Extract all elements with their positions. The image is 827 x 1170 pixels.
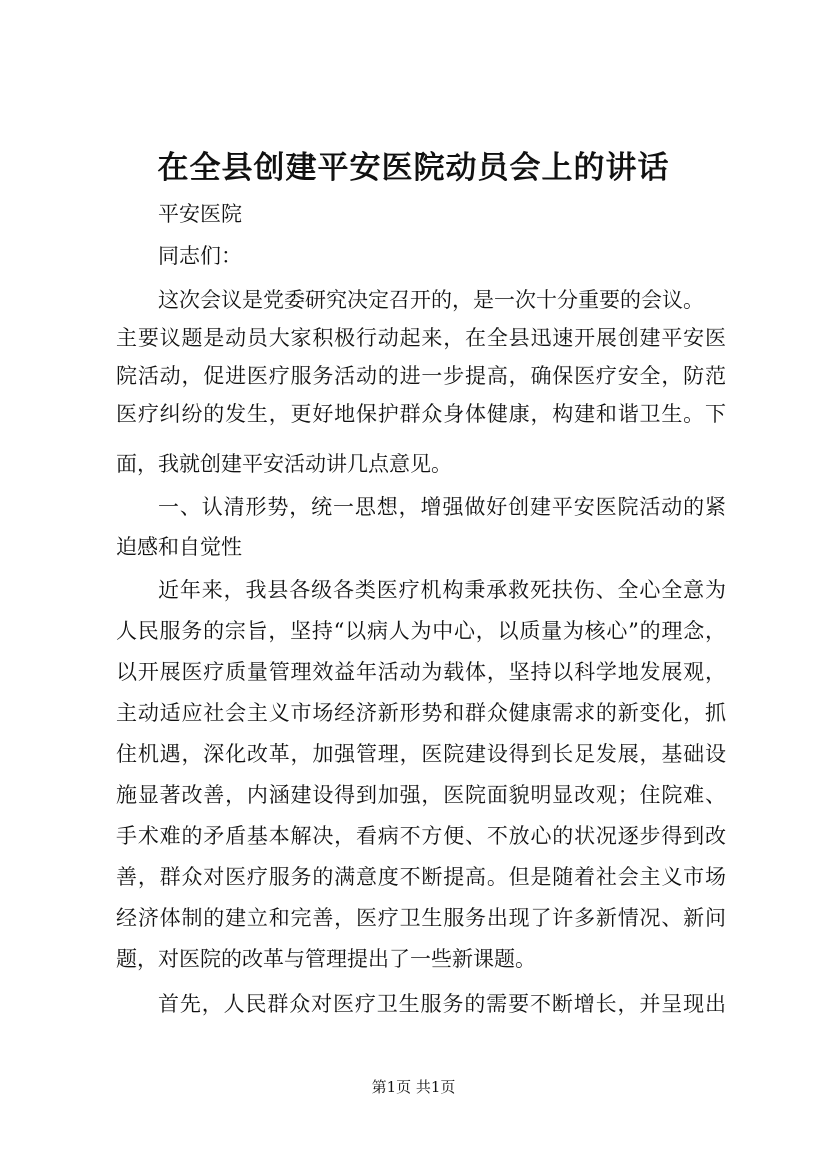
paragraph-line: 住机遇，深化改革，加强管理，医院建设得到长足发展，基础设 xyxy=(116,742,726,766)
section-heading-line: 一、认清形势，统一思想，增强做好创建平安医院活动的紧 xyxy=(158,495,726,519)
paragraph-line: 主动适应社会主义市场经济新形势和群众健康需求的新变化，抓 xyxy=(116,701,726,725)
paragraph-line: 施显著改善，内涵建设得到加强，医院面貌明显改观；住院难、 xyxy=(116,783,726,807)
paragraph-line: 医疗纠纷的发生，更好地保护群众身体健康，构建和谐卫生。下 xyxy=(116,402,726,426)
paragraph-line: 善，群众对医疗服务的满意度不断提高。但是随着社会主义市场 xyxy=(116,865,726,889)
paragraph-line: 近年来，我县各级各类医疗机构秉承救死扶伤、全心全意为 xyxy=(158,578,726,602)
paragraph-line: 首先，人民群众对医疗卫生服务的需要不断增长，并呈现出 xyxy=(158,992,726,1016)
paragraph-line: 题，对医院的改革与管理提出了一些新课题。 xyxy=(116,947,536,971)
paragraph-line: 手术难的矛盾基本解决，看病不方便、不放心的状况逐步得到改 xyxy=(116,824,726,848)
paragraph-line: 主要议题是动员大家积极行动起来，在全县迅速开展创建平安医 xyxy=(116,326,726,350)
salutation: 同志们： xyxy=(158,244,242,268)
document-subtitle: 平安医院 xyxy=(158,202,242,226)
document-title: 在全县创建平安医院动员会上的讲话 xyxy=(157,150,670,186)
section-heading-line: 迫感和自觉性 xyxy=(116,535,242,559)
paragraph-line: 面，我就创建平安活动讲几点意见。 xyxy=(116,452,452,476)
paragraph-line: 院活动，促进医疗服务活动的进一步提高，确保医疗安全，防范 xyxy=(116,364,726,388)
paragraph-line: 人民服务的宗旨，坚持“以病人为中心，以质量为核心”的理念， xyxy=(116,619,726,643)
paragraph-line: 这次会议是党委研究决定召开的，是一次十分重要的会议。 xyxy=(158,288,704,312)
paragraph-line: 以开展医疗质量管理效益年活动为载体，坚持以科学地发展观， xyxy=(116,660,726,684)
page-number: 第1页 共1页 xyxy=(371,1078,456,1096)
paragraph-line: 经济体制的建立和完善，医疗卫生服务出现了许多新情况、新问 xyxy=(116,906,726,930)
